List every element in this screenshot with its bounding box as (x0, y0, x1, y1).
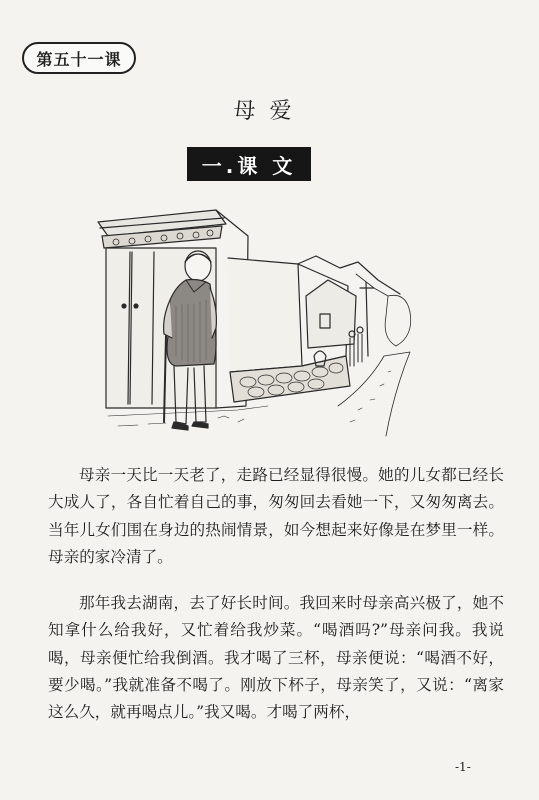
lesson-number-badge: 第五十一课 (22, 42, 136, 74)
paragraph-2: 那年我去湖南，去了好长时间。我回来时母亲高兴极了，她不知拿什么给我好，又忙着给我炒菜。“喝酒吗?”母亲问我。我说喝，母亲便忙给我倒酒。我才喝了三杯，母亲便说：“喝酒不好，要少喝。”我就准备不喝了。刚放下杯子，母亲笑了，又说：“离家这么久，就再喝点儿。”我又喝。才喝了两杯， (48, 594, 504, 722)
elderly-mother-village-illustration-icon (88, 196, 422, 440)
paragraph-1: 母亲一天比一天老了，走路已经显得很慢。她的儿女都已经长大成人了，各自忙着自己的事，匆匆回去看她一下，又匆匆离去。当年儿女们围在身边的热闹情景，如今想起来好像是在梦里一样。母亲的家冷清了。 (48, 466, 504, 566)
page-number: -1- (455, 760, 471, 774)
section-heading: 一.课 文 (187, 147, 311, 181)
page-title: 母爱 (233, 99, 306, 124)
